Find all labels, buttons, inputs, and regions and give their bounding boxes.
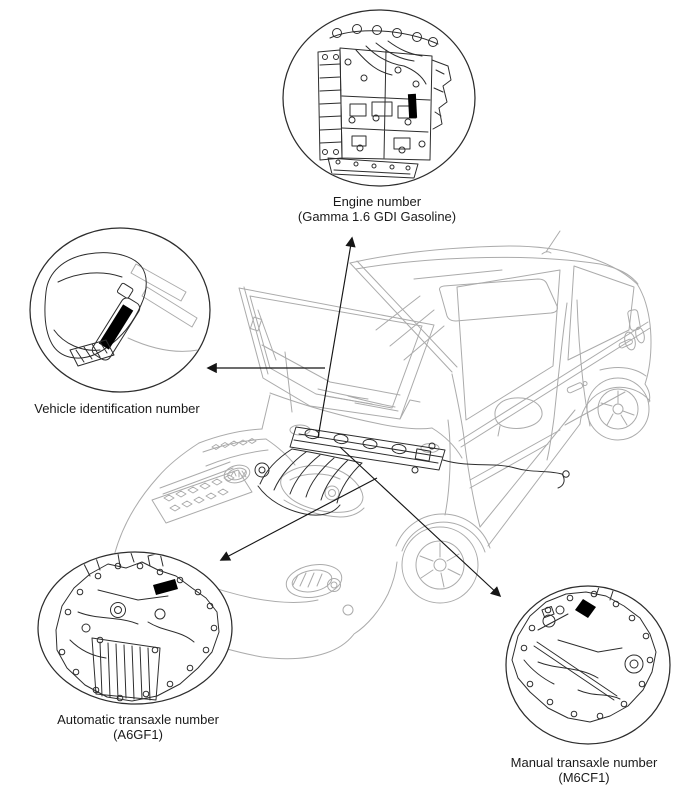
fog-lamp — [284, 560, 345, 601]
auto-transaxle-callout-circle — [38, 552, 232, 704]
callout-vin — [30, 228, 210, 392]
sunroof — [440, 279, 558, 321]
callout-engine — [283, 10, 475, 186]
arrow-to-auto-transaxle-callout — [221, 478, 377, 560]
manual-transaxle-label-line1: Manual transaxle number — [510, 755, 658, 770]
arrow-to-manual-transaxle-callout — [340, 447, 500, 596]
upper-grille-mesh — [212, 439, 256, 450]
roofline — [350, 246, 644, 298]
front-wheel-arch — [396, 514, 490, 552]
pointer-arrows — [208, 238, 500, 596]
rear-wheel-arch — [580, 387, 650, 424]
open-hood — [239, 287, 434, 419]
engine-bay-engine — [255, 427, 569, 515]
washer-hose — [443, 460, 564, 488]
auto-transaxle-label-line2: (A6GF1) — [113, 727, 163, 742]
engine-number-label-line2: (Gamma 1.6 GDI Gasoline) — [297, 209, 457, 224]
engine-number-label-line1: Engine number — [332, 194, 422, 209]
engine-number-marker — [408, 94, 417, 118]
callout-auto-transaxle — [38, 550, 232, 704]
rear-lamp — [623, 309, 646, 351]
auto-transaxle-label-line1: Automatic transaxle number — [57, 712, 219, 727]
vin-label: Vehicle identification number — [34, 401, 200, 416]
arrow-to-engine-callout — [318, 238, 352, 438]
manual-transaxle-label-line2: (M6CF1) — [558, 770, 610, 785]
antenna — [542, 231, 560, 254]
callout-manual-transaxle — [506, 584, 670, 744]
